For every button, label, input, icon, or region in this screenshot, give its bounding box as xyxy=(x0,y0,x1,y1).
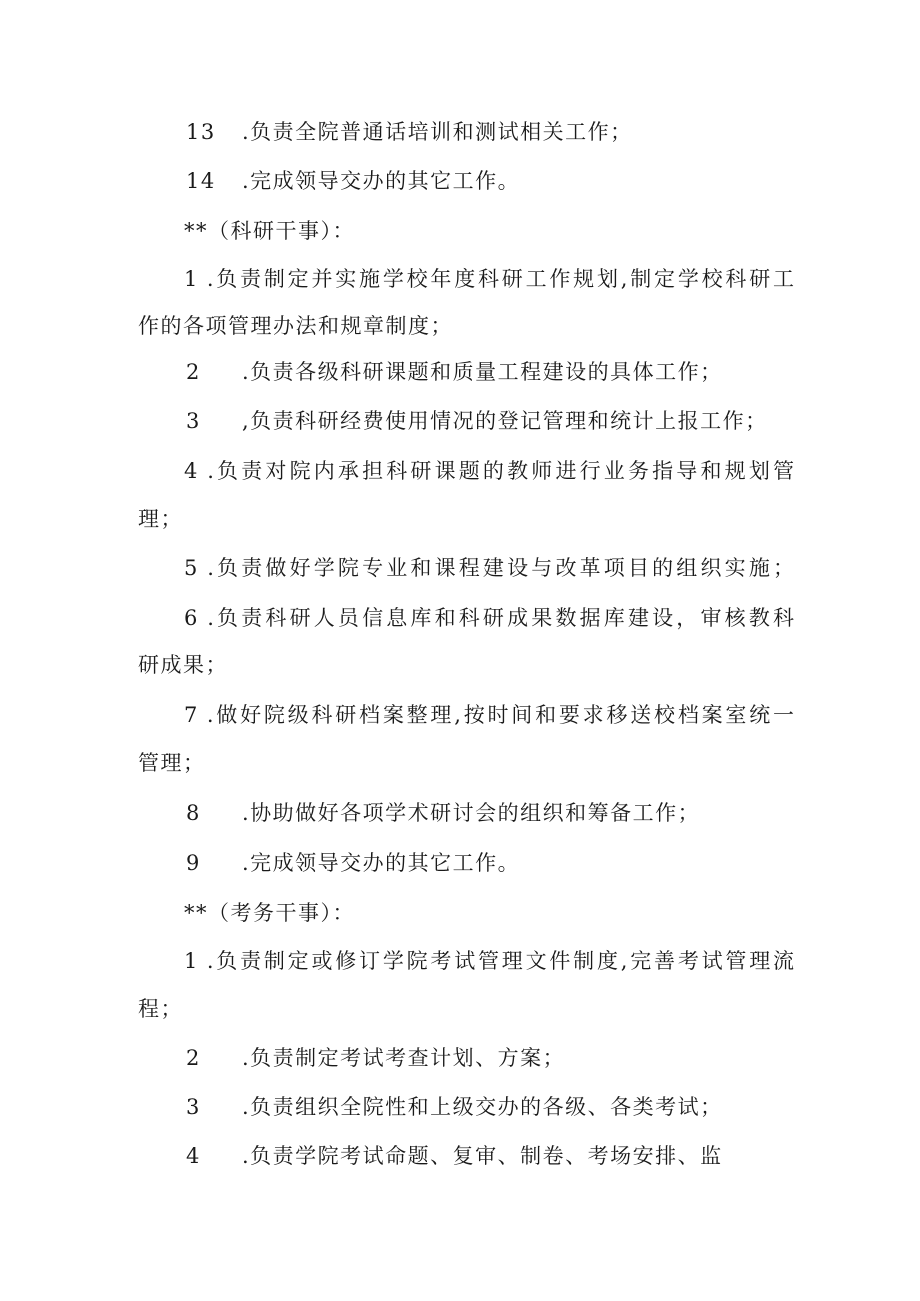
research-item-4 xyxy=(0,451,920,491)
item-13 xyxy=(0,112,920,152)
item-text: .负责组织全院性和上级交办的各级、各类考试； xyxy=(242,1095,723,1119)
exam-item-2 xyxy=(0,1038,920,1078)
item-text-line1: 7 .做好院级科研档案整理,按时间和要求移送校档案室统一 xyxy=(184,703,794,727)
item-text-line1: 6 .负责科研人员信息库和科研成果数据库建设，审核教科 xyxy=(184,606,794,630)
item-number: 8 xyxy=(186,801,201,825)
item-text: .负责各级科研课题和质量工程建设的具体工作； xyxy=(242,360,723,384)
item-number: 2 xyxy=(186,360,201,384)
item-number: 9 xyxy=(186,851,201,875)
section-heading-exam xyxy=(0,893,920,933)
research-item-1-cont xyxy=(0,306,920,346)
item-text-line1: 4 .负责对院内承担科研课题的教师进行业务指导和规划管 xyxy=(184,459,794,483)
item-text-line2: 管理； xyxy=(138,751,206,775)
research-item-1 xyxy=(0,259,920,299)
item-text: .负责全院普通话培训和测试相关工作； xyxy=(242,120,633,144)
item-text-line1: 1 .负责制定或修订学院考试管理文件制度,完善考试管理流 xyxy=(184,949,794,973)
research-item-6-cont xyxy=(0,645,920,685)
research-item-7-cont xyxy=(0,743,920,783)
exam-item-4 xyxy=(0,1136,920,1176)
exam-item-1 xyxy=(0,941,920,981)
item-text-line2: 理； xyxy=(138,507,183,531)
item-number: 2 xyxy=(186,1046,201,1070)
heading-text: **（科研干事）： xyxy=(184,219,355,243)
item-text: .协助做好各项学术研讨会的组织和筹备工作； xyxy=(242,801,701,825)
item-text: 5 .负责做好学院专业和课程建设与改革项目的组织实施； xyxy=(184,556,794,580)
heading-text: **（考务干事）： xyxy=(184,901,355,925)
research-item-8 xyxy=(0,793,920,833)
research-item-6 xyxy=(0,598,920,638)
item-number: 4 xyxy=(186,1144,201,1168)
item-14 xyxy=(0,161,920,201)
item-text-line2: 作的各项管理办法和规章制度； xyxy=(138,314,453,338)
research-item-3 xyxy=(0,401,920,441)
research-item-7 xyxy=(0,695,920,735)
item-text: .完成领导交办的其它工作。 xyxy=(242,169,521,193)
research-item-5 xyxy=(0,548,920,588)
item-text: .负责制定考试考查计划、方案； xyxy=(242,1046,566,1070)
item-text: ,负责科研经费使用情况的登记管理和统计上报工作； xyxy=(242,409,768,433)
item-number: 13 xyxy=(186,120,216,144)
research-item-4-cont xyxy=(0,499,920,539)
item-text: .完成领导交办的其它工作。 xyxy=(242,851,521,875)
item-text-line2: 程； xyxy=(138,997,183,1021)
item-number: 3 xyxy=(186,1095,201,1119)
item-text: .负责学院考试命题、复审、制卷、考场安排、监 xyxy=(242,1144,723,1168)
item-text-line1: 1 .负责制定并实施学校年度科研工作规划,制定学校科研工 xyxy=(184,267,794,291)
item-number: 3 xyxy=(186,409,201,433)
section-heading-research xyxy=(0,211,920,251)
item-number: 14 xyxy=(186,169,216,193)
exam-item-1-cont xyxy=(0,989,920,1029)
item-text-line2: 研成果； xyxy=(138,653,228,677)
exam-item-3 xyxy=(0,1087,920,1127)
research-item-2 xyxy=(0,352,920,392)
research-item-9 xyxy=(0,843,920,883)
